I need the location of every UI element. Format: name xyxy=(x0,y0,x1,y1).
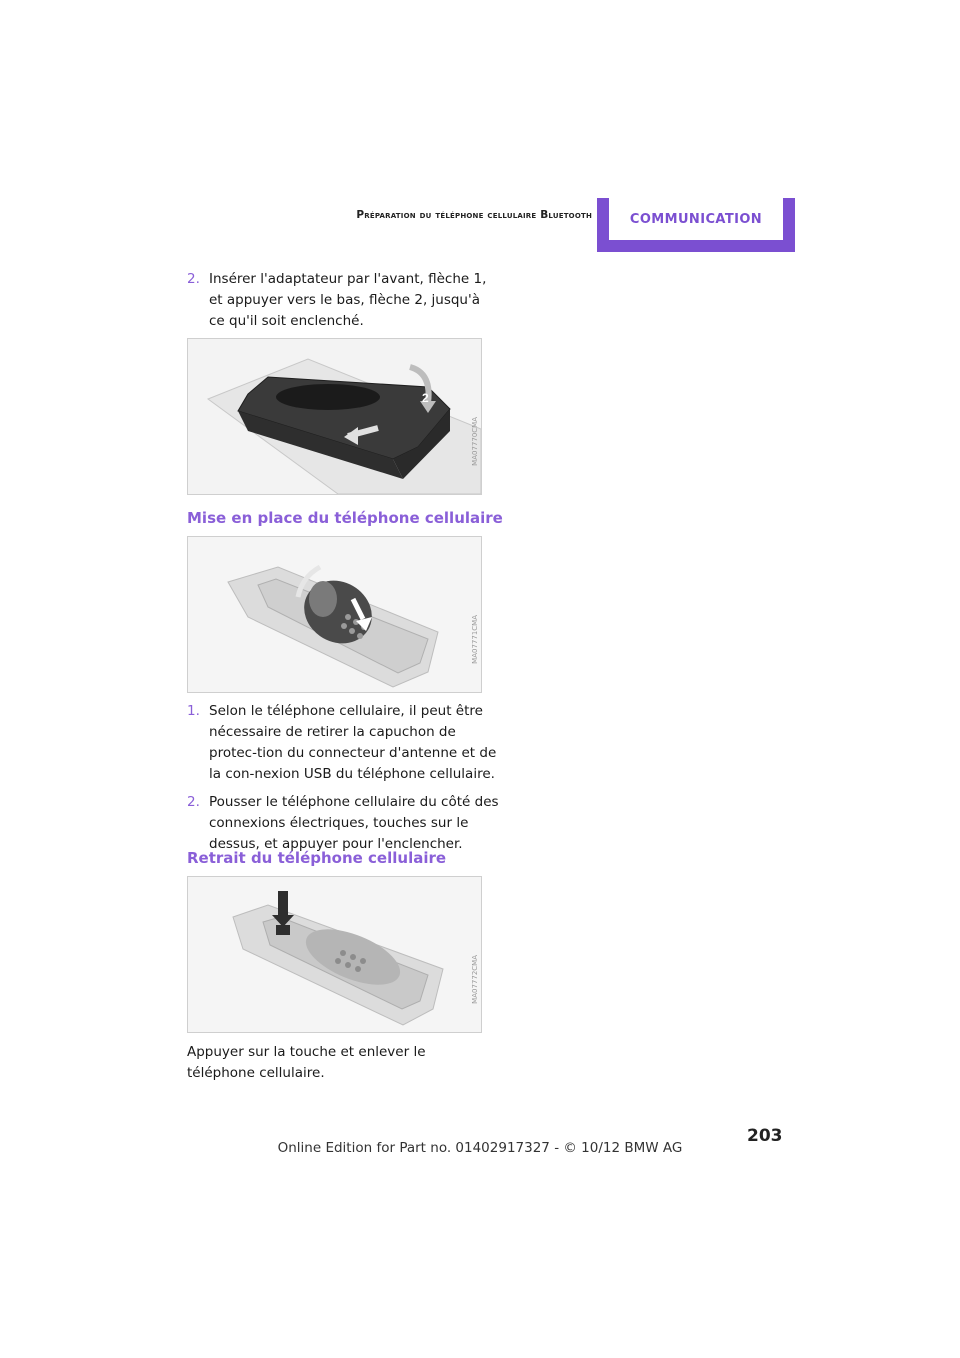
phone-insertion-illustration xyxy=(188,537,481,692)
figure-phone-insertion xyxy=(187,536,482,693)
running-header-title: Préparation du téléphone cellulaire Bluetooth xyxy=(356,209,592,221)
step-number: 2. xyxy=(187,794,200,810)
section-heading-remove-phone: Retrait du téléphone cellulaire xyxy=(187,849,447,867)
step-insert-adapter xyxy=(187,269,507,335)
step-number: 1. xyxy=(187,703,200,719)
step-text: Insérer l'adaptateur par l'avant, flèche 1, et appuyer vers le bas, flèche 2, jusqu'à ce qu'il soit enclenché. xyxy=(209,271,487,329)
step-remove-cap xyxy=(187,701,507,787)
figure-adapter-insertion xyxy=(187,338,482,495)
footer-edition-note: Online Edition for Part no. 01402917327 - © 10/12 BMW AG xyxy=(277,1140,683,1156)
arrow-label: 2 xyxy=(422,391,429,405)
step-text: Selon le téléphone cellulaire, il peut être nécessaire de retirer la capuchon de protec-tion du connecteur d'antenne et de la con-nexion USB du téléphone cellulaire. xyxy=(209,703,497,782)
step-number: 2. xyxy=(187,271,200,287)
chapter-tab-label: COMMUNICATION xyxy=(629,211,763,227)
figure-phone-removal xyxy=(187,876,482,1033)
page-number: 203 xyxy=(747,1126,783,1146)
figure-code: MA07772CMA xyxy=(471,955,479,1004)
figure-code: MA07771CMA xyxy=(471,615,479,664)
section-heading-insert-phone: Mise en place du téléphone cellulaire xyxy=(187,509,503,527)
phone-removal-illustration xyxy=(188,877,481,1032)
closing-paragraph: Appuyer sur la touche et enlever le téléphone cellulaire. xyxy=(187,1044,426,1081)
figure-code: MA07770CMA xyxy=(471,417,479,466)
step-text: Pousser le téléphone cellulaire du côté des connexions électriques, touches sur le dessus, et appuyer pour l'enclencher. xyxy=(209,794,499,852)
chapter-tab[interactable] xyxy=(597,198,795,252)
adapter-illustration xyxy=(188,339,481,494)
